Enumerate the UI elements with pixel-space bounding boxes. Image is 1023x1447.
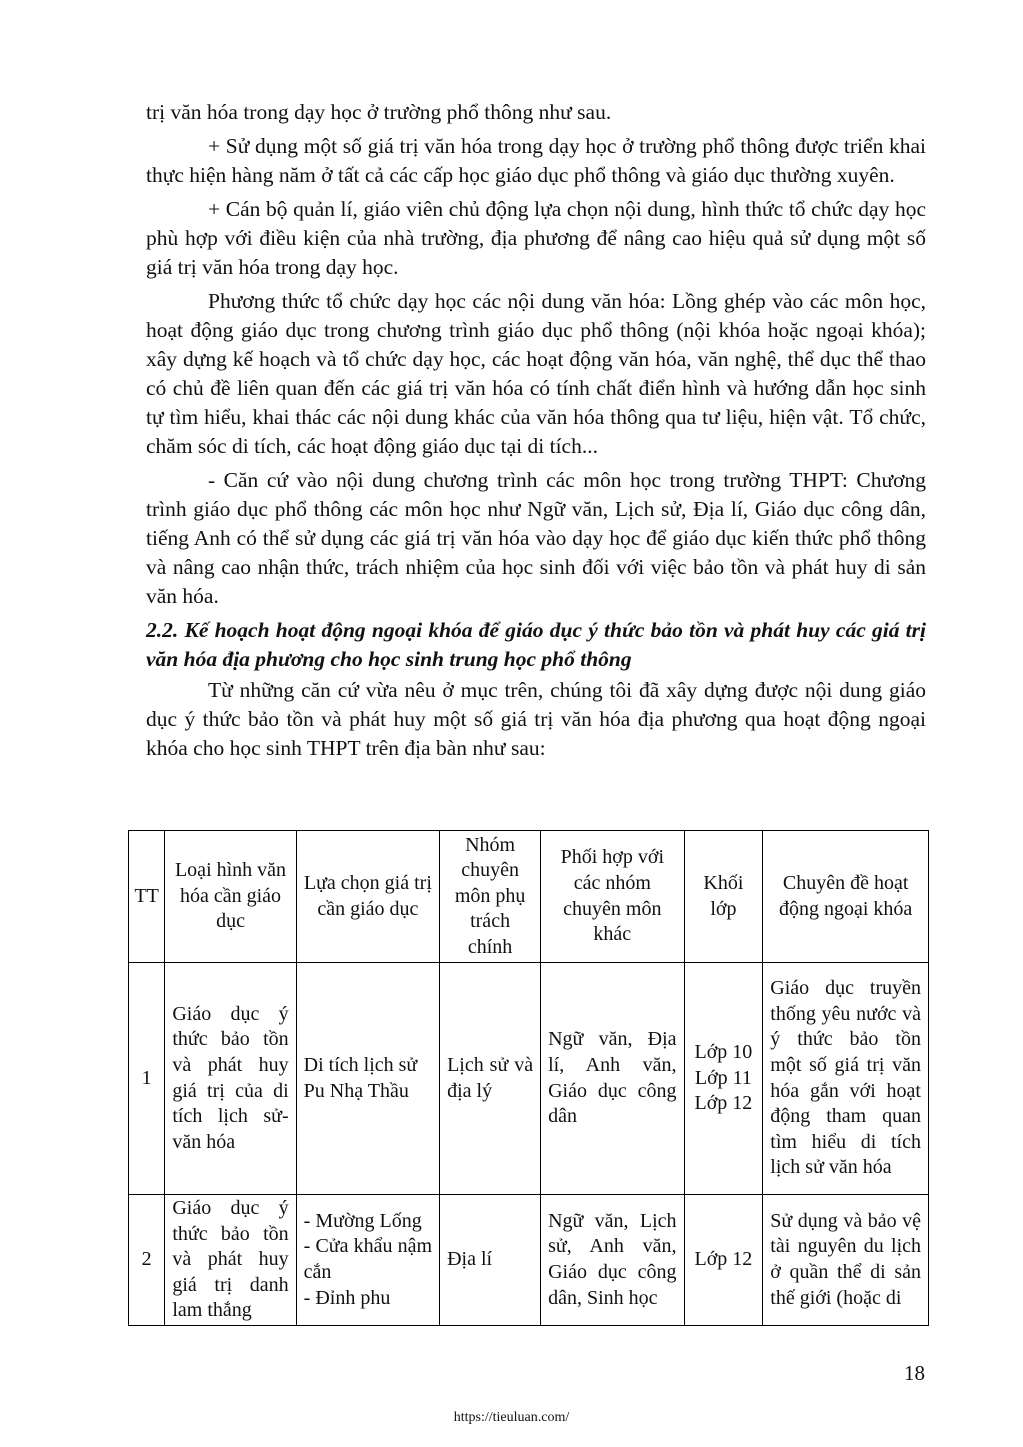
body-text [146, 98, 926, 763]
grade-label: Lớp 11 [694, 1066, 752, 1089]
coop-cell: Ngữ văn, Địa lí, Anh văn, Giáo dục công dân [541, 963, 684, 1195]
value-cell [296, 1195, 439, 1326]
table-header-row [129, 831, 929, 963]
header-cell: Nhóm chuyên môn phụ trách chính [440, 831, 541, 963]
culture-type-cell: Giáo dục ý thức bảo tồn và phát huy giá trị danh lam thắng [165, 1195, 296, 1326]
topic-cell: Sử dụng và bảo vệ tài nguyên du lịch ở quần thể di sản thế giới (hoặc di [763, 1195, 929, 1326]
row-number: 2 [129, 1195, 165, 1326]
paragraph: + Cán bộ quản lí, giáo viên chủ động lựa chọn nội dung, hình thức tổ chức dạy học phù hợp với điều kiện của nhà trường, địa phương để nâng cao hiệu quả sử dụng một số giá trị văn hóa trong dạy học. [146, 197, 926, 279]
grade-label: Lớp 12 [694, 1248, 753, 1271]
culture-type-cell: Giáo dục ý thức bảo tồn và phát huy giá trị của di tích lịch sử-văn hóa [165, 963, 296, 1195]
topic-cell: Giáo dục truyền thống yêu nước và ý thức bảo tồn một số giá trị văn hóa gắn với hoạt động tham quan tìm hiểu di tích lịch sử văn hóa [763, 963, 929, 1195]
coop-cell: Ngữ văn, Lịch sử, Anh văn, Giáo dục công dân, Sinh học [541, 1195, 684, 1326]
intro-paragraph: Từ những căn cứ vừa nêu ở mục trên, chúng tôi đã xây dựng được nội dung giáo dục ý thức bảo tồn và phát huy một số giá trị văn hóa địa phương qua hoạt động ngoại khóa cho học sinh THPT trên địa bàn như sau: [146, 678, 926, 760]
table-row [129, 1195, 929, 1326]
header-cell: Loại hình văn hóa cần giáo dục [165, 831, 296, 963]
header-cell: TT [129, 831, 165, 963]
header-cell: Khối lớp [684, 831, 763, 963]
value-item: - Mường Lống [303, 1209, 422, 1232]
grade-label: Lớp 12 [694, 1092, 753, 1115]
page-number: 18 [904, 1361, 925, 1385]
grade-label: Lớp 10 [694, 1041, 753, 1064]
paragraph: Phương thức tổ chức dạy học các nội dung văn hóa: Lồng ghép vào các môn học, hoạt động giáo dục trong chương trình giáo dục phổ thông (nội khóa hoặc ngoại khóa); xây dựng kế hoạch và tổ chức dạy học, các hoạt động văn hóa, văn nghệ, thể dục thể thao có chủ đề liên quan đến các giá trị văn hóa có tính chất điển hình và hướng dẫn học sinh tự tìm hiểu, khai thác các nội dung khác của văn hóa thông qua tư liệu, hiện vật. Tổ chức, chăm sóc di tích, các hoạt động giáo dục tại di tích... [146, 289, 926, 458]
activity-plan-table [128, 830, 929, 1326]
header-cell: Lựa chọn giá trị cần giáo dục [296, 831, 439, 963]
footer-url: https://tieuluan.com/ [453, 1410, 570, 1425]
value-item: - Đỉnh phu [303, 1286, 391, 1309]
table-row [129, 963, 929, 1195]
row-number: 1 [129, 963, 165, 1195]
group-cell: Lịch sử và địa lý [440, 963, 541, 1195]
paragraph: - Căn cứ vào nội dung chương trình các môn học trong trường THPT: Chương trình giáo dục phổ thông các môn học như Ngữ văn, Lịch sử, Địa lí, Giáo dục công dân, tiếng Anh có thể sử dụng các giá trị văn hóa vào dạy học để giáo dục kiến thức phổ thông và nâng cao nhận thức, trách nhiệm của học sinh đối với việc bảo tồn và phát huy di sản văn hóa. [146, 468, 926, 608]
section-heading: 2.2. Kế hoạch hoạt động ngoại khóa để giáo dục ý thức bảo tồn và phát huy các giá trị văn hóa địa phương cho học sinh trung học phổ thông [146, 618, 926, 671]
grade-cell [684, 963, 763, 1195]
group-cell: Địa lí [440, 1195, 541, 1326]
header-cell: Phối hợp với các nhóm chuyên môn khác [541, 831, 684, 963]
header-cell: Chuyên đề hoạt động ngoại khóa [763, 831, 929, 963]
value-cell: Di tích lịch sử Pu Nhạ Thầu [296, 963, 439, 1195]
paragraph: + Sử dụng một số giá trị văn hóa trong dạy học ở trường phổ thông được triển khai thực hiện hàng năm ở tất cả các cấp học giáo dục phổ thông và giáo dục thường xuyên. [146, 134, 926, 187]
grade-cell [684, 1195, 763, 1326]
paragraph: trị văn hóa trong dạy học ở trường phổ thông như sau. [146, 100, 612, 124]
value-item: - Cửa khẩu nậm cắn [303, 1235, 433, 1283]
